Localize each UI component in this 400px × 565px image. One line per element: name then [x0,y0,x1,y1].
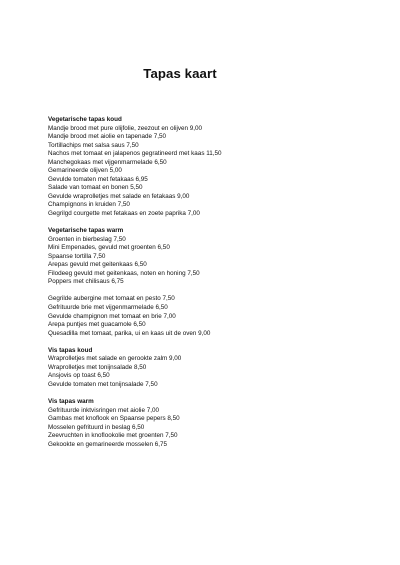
menu-item: Wraprolletjes met salade en gerookte zalm 9,00 [48,355,182,363]
menu-item: Mosselen gefrituurd in beslag 6,50 [48,423,145,431]
menu-item: Gekookte en gemarineerde mosselen 6,75 [48,440,168,448]
menu-item: Filodeeg gevuld met geitenkaas, noten en honing 7,50 [48,269,200,277]
spacer [48,390,388,399]
spacer [48,219,388,228]
menu-item: Manchegokaas met vijgenmarmelade 6,50 [48,158,167,166]
section-vegetarian-warm [48,227,388,338]
menu-item: Salade van tomaat en bonen 5,50 [48,184,143,192]
menu-item: Arepas gevuld met geitenkaas 6,50 [48,261,147,269]
menu-item: Groenten in bierbeslag 7,50 [48,235,126,243]
menu-item: Tortillachips met salsa saus 7,50 [48,141,139,149]
menu-item: Gegrilde aubergine met tomaat en pesto 7,50 [48,295,175,303]
section-fish-warm [48,398,388,449]
section-heading: Vegetarische tapas koud [48,116,122,123]
spacer [48,338,388,347]
menu-item: Gevulde tomaten met tonijnsalade 7,50 [48,380,158,388]
menu-item: Gevulde wraprolletjes met salade en fetakaas 9,00 [48,192,190,200]
menu-item: Arepa puntjes met guacamole 6,50 [48,321,146,329]
menu-item: Ansjovis op toast 6,50 [48,372,110,380]
menu-item: Mandje brood met aiolie en tapenade 7,50 [48,133,166,141]
menu-item: Wraprolletjes met tonijnsalade 8,50 [48,363,147,371]
menu-item: Gemarineerde olijven 5,00 [48,167,122,175]
section-heading: Vegetarische tapas warm [48,227,124,235]
menu-item: Quesadilla met tomaat, parika, ui en kaas uit de oven 9,00 [48,329,211,337]
menu-item: Zeevruchten in knoflookolie met groenten 7,50 [48,432,178,440]
menu-item: Nachos met tomaat en jalapenos gegratineerd met kaas 11,50 [48,150,222,158]
menu-item: Gambas met knoflook en Spaanse pepers 8,50 [48,415,180,423]
page-title-text: Tapas kaart [143,66,217,81]
page-title [0,66,360,81]
menu-item: Mini Empenades, gevuld met groenten 6,50 [48,244,170,252]
menu-item: Poppers met chilisaus 6,75 [48,278,124,286]
menu-item: Gevulde tomaten met fetakaas 6,95 [48,175,148,183]
menu-item: Gefrituurde inktvisringen met aiolie 7,00 [48,406,159,414]
menu-item: Gegrilgd courgette met fetakaas en zoete paprika 7,00 [48,210,200,218]
section-fish-cold [48,347,388,390]
menu-item: Gevulde champignon met tomaat en brie 7,00 [48,312,176,320]
menu-item: Mandje brood met pure olijfolie, zeezout en olijven 9,00 [48,124,203,132]
menu-item: Gefrituurde brie met vijgenmarmelade 6,50 [48,304,168,312]
section-heading: Vis tapas warm [48,398,94,406]
section-heading: Vis tapas koud [48,346,93,354]
menu-content [48,116,388,449]
spacer [48,287,388,296]
menu-item: Spaanse tortilla 7,50 [48,252,106,260]
menu-item: Champignons in kruiden 7,50 [48,201,130,209]
section-vegetarian-cold [48,116,388,219]
